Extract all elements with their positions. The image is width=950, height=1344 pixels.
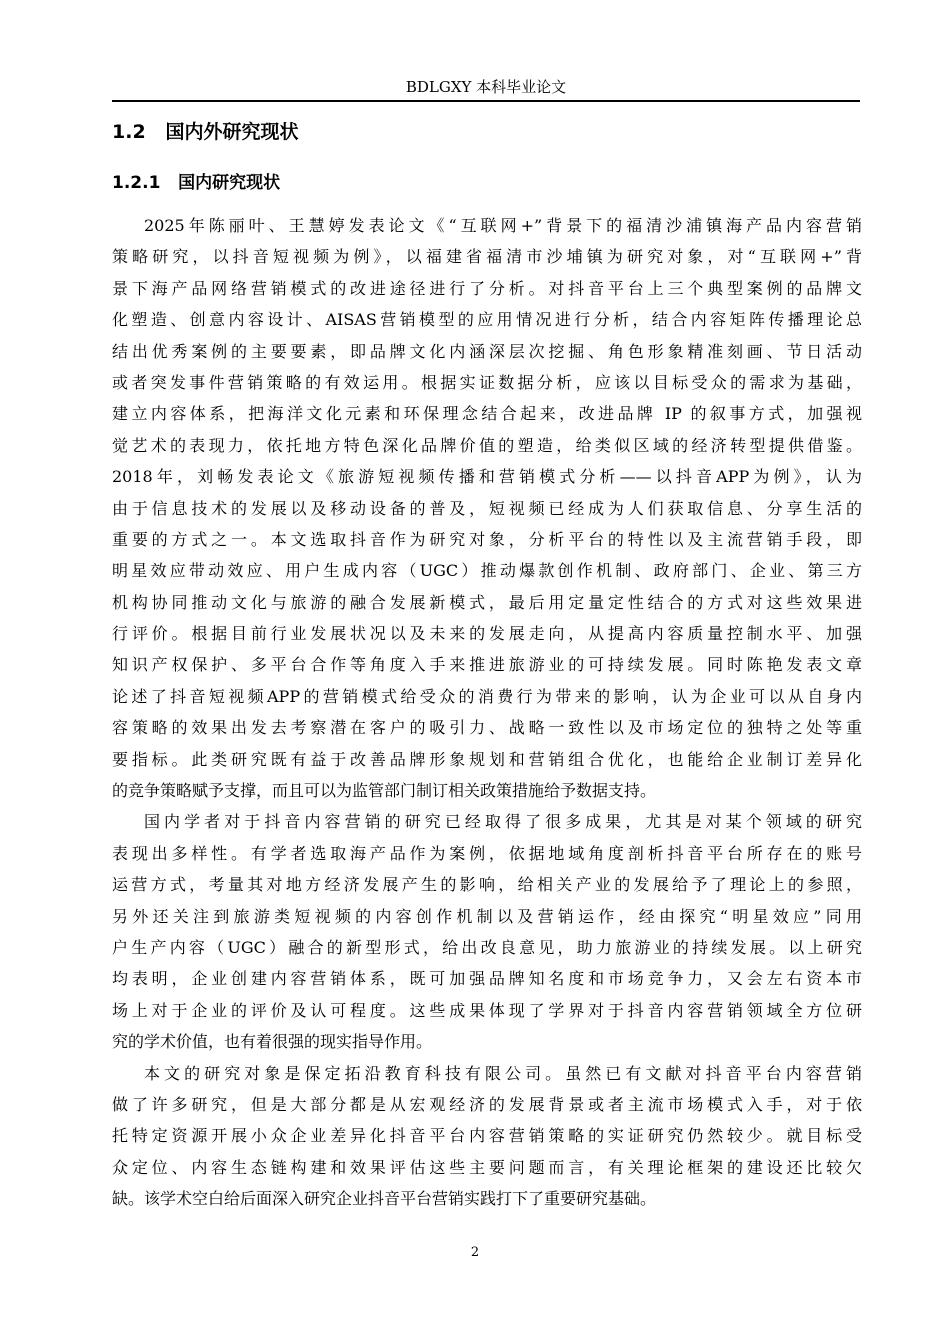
subsection-number: 1.2.1 (112, 173, 161, 193)
text-line: 2018年，刘畅发表论文《旅游短视频传播和营销模式分析——以抖音APP为例》，认为 (112, 467, 862, 487)
text-line: 运营方式，考量其对地方经济发展产生的影响，给相关产业的发展给予了理论上的参照， (112, 875, 862, 895)
text-line: 化塑造、创意内容设计、AISAS营销模型的应用情况进行分析，结合内容矩阵传播理论总 (112, 310, 862, 330)
text-line: 均表明，企业创建内容营销体系，既可加强品牌知名度和市场竞争力，又会左右资本市 (112, 969, 862, 989)
body-text (112, 210, 862, 1215)
text-line: 景下海产品网络营销模式的改进途径进行了分析。对抖音平台上三个典型案例的品牌文 (112, 278, 862, 298)
text-line: 托特定资源开展小众企业差异化抖音平台内容营销策略的实证研究仍然较少。就目标受 (112, 1126, 862, 1146)
text-line: 由于信息技术的发展以及移动设备的普及，短视频已经成为人们获取信息、分享生活的 (112, 498, 862, 518)
page-header: BDLGXY 本科毕业论文 (405, 78, 567, 96)
text-line: 另外还关注到旅游类短视频的内容创作机制以及营销运作，经由探究“明星效应”同用 (112, 906, 862, 926)
text-line: 重要的方式之一。本文选取抖音作为研究对象，分析平台的特性以及主流营销手段，即 (112, 529, 862, 549)
text-line: 缺。该学术空白给后面深入研究企业抖音平台营销实践打下了重要研究基础。 (112, 1189, 657, 1209)
text-line: 本文的研究对象是保定拓沿教育科技有限公司。虽然已有文献对抖音平台内容营销 (144, 1063, 862, 1083)
text-line: 做了许多研究，但是大部分都是从宏观经济的发展背景或者主流市场模式入手，对于依 (112, 1094, 862, 1114)
page-number: 2 (470, 1245, 480, 1260)
subsection-heading (112, 170, 280, 196)
text-line: 策略研究，以抖音短视频为例》，以福建省福清市沙埔镇为研究对象，对“互联网+”背 (112, 247, 862, 267)
header-divider (112, 100, 860, 102)
text-line: 建立内容体系，把海洋文化元素和环保理念结合起来，改进品牌 IP 的叙事方式，加强视 (112, 404, 862, 424)
text-line: 机构协同推动文化与旅游的融合发展新模式，最后用定量定性结合的方式对这些效果进 (112, 592, 862, 612)
section-number: 1.2 (112, 121, 146, 143)
text-line: 户生产内容（UGC）融合的新型形式，给出改良意见，助力旅游业的持续发展。以上研究 (112, 937, 862, 957)
text-line: 结出优秀案例的主要要素，即品牌文化内涵深层次挖掘、角色形象精准刻画、节日活动 (112, 341, 862, 361)
section-title: 国内外研究现状 (165, 121, 299, 143)
text-line: 明星效应带动效应、用户生成内容（UGC）推动爆款创作机制、政府部门、企业、第三方 (112, 561, 862, 581)
text-line: 觉艺术的表现力，依托地方特色深化品牌价值的塑造，给类似区域的经济转型提供借鉴。 (112, 435, 862, 455)
text-line: 容策略的效果出发去考察潜在客户的吸引力、战略一致性以及市场定位的独特之处等重 (112, 718, 862, 738)
text-line: 究的学术价值，也有着很强的现实指导作用。 (112, 1032, 433, 1052)
text-line: 众定位、内容生态链构建和效果评估这些主要问题而言，有关理论框架的建设还比较欠 (112, 1157, 862, 1177)
text-line: 或者突发事件营销策略的有效运用。根据实证数据分析，应该以目标受众的需求为基础， (112, 372, 862, 392)
text-line: 表现出多样性。有学者选取海产品作为案例，依据地域角度剖析抖音平台所存在的账号 (112, 843, 862, 863)
text-line: 行评价。根据目前行业发展状况以及未来的发展走向，从提高内容质量控制水平、加强 (112, 624, 862, 644)
text-line: 国内学者对于抖音内容营销的研究已经取得了很多成果，尤其是对某个领域的研究 (144, 812, 862, 832)
text-line: 知识产权保护、多平台合作等角度入手来推进旅游业的可持续发展。同时陈艳发表文章 (112, 655, 862, 675)
text-line: 2025年陈丽叶、王慧婷发表论文《“互联网+”背景下的福清沙浦镇海产品内容营销 (144, 216, 862, 235)
text-line: 论述了抖音短视频APP的营销模式给受众的消费行为带来的影响，认为企业可以从自身内 (112, 686, 862, 706)
text-line: 的竞争策略赋予支撑，而且可以为监管部门制订相关政策措施给予数据支持。 (112, 781, 657, 801)
section-heading (112, 118, 299, 146)
text-line: 要指标。此类研究既有益于改善品牌形象规划和营销组合优化，也能给企业制订差异化 (112, 749, 862, 769)
text-line: 场上对于企业的评价及认可程度。这些成果体现了学界对于抖音内容营销领域全方位研 (112, 1000, 862, 1020)
subsection-title: 国内研究现状 (178, 173, 281, 193)
